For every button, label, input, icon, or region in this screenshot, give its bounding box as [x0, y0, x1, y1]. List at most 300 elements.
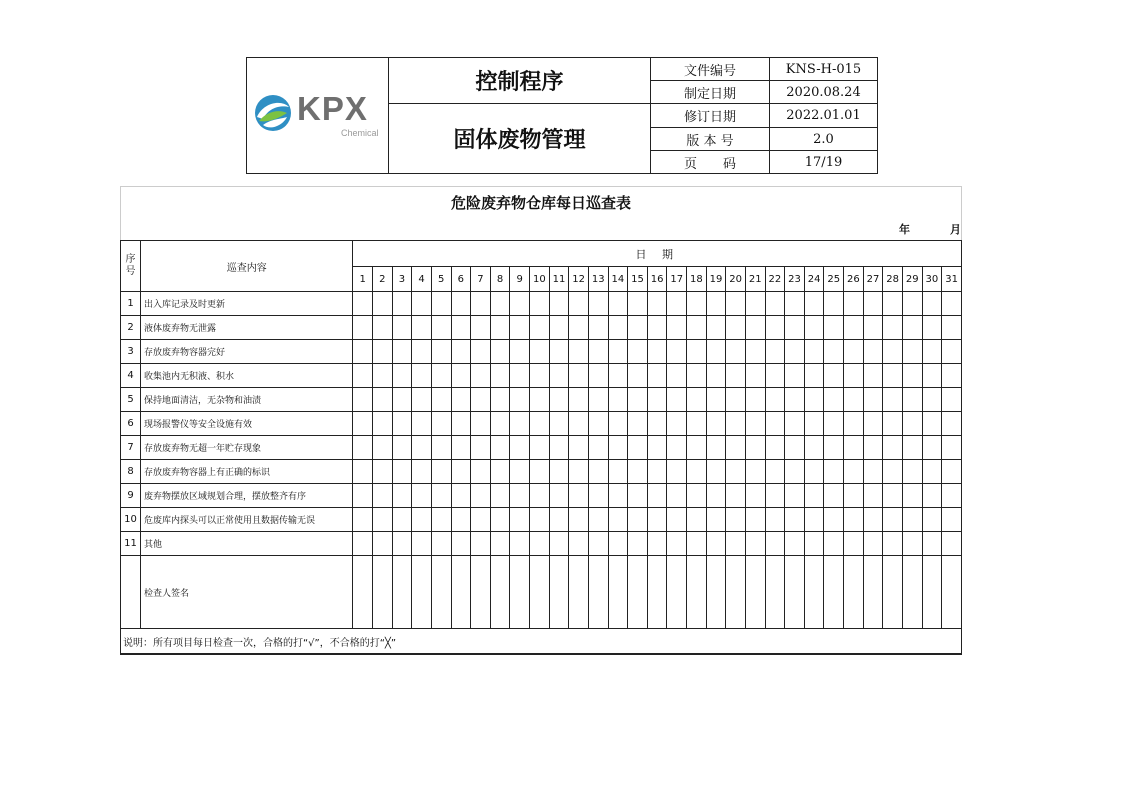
check-cell[interactable]: [863, 532, 883, 556]
check-cell[interactable]: [883, 460, 903, 484]
check-cell[interactable]: [628, 364, 648, 388]
check-cell[interactable]: [608, 388, 628, 412]
check-cell[interactable]: [431, 460, 451, 484]
check-cell[interactable]: [883, 484, 903, 508]
check-cell[interactable]: [902, 388, 922, 412]
check-cell[interactable]: [569, 364, 589, 388]
check-cell[interactable]: [647, 388, 667, 412]
check-cell[interactable]: [392, 340, 412, 364]
check-cell[interactable]: [922, 316, 942, 340]
check-cell[interactable]: [549, 412, 569, 436]
check-cell[interactable]: [824, 460, 844, 484]
check-cell[interactable]: [922, 460, 942, 484]
check-cell[interactable]: [490, 388, 510, 412]
check-cell[interactable]: [706, 484, 726, 508]
signature-cell[interactable]: [824, 556, 844, 629]
check-cell[interactable]: [667, 292, 687, 316]
check-cell[interactable]: [431, 340, 451, 364]
signature-cell[interactable]: [431, 556, 451, 629]
check-cell[interactable]: [902, 460, 922, 484]
check-cell[interactable]: [569, 436, 589, 460]
check-cell[interactable]: [510, 364, 530, 388]
check-cell[interactable]: [922, 508, 942, 532]
check-cell[interactable]: [647, 292, 667, 316]
check-cell[interactable]: [804, 292, 824, 316]
check-cell[interactable]: [588, 388, 608, 412]
check-cell[interactable]: [863, 340, 883, 364]
check-cell[interactable]: [745, 340, 765, 364]
check-cell[interactable]: [490, 484, 510, 508]
check-cell[interactable]: [687, 436, 707, 460]
signature-cell[interactable]: [530, 556, 550, 629]
check-cell[interactable]: [431, 316, 451, 340]
check-cell[interactable]: [667, 388, 687, 412]
signature-cell[interactable]: [471, 556, 491, 629]
check-cell[interactable]: [608, 412, 628, 436]
check-cell[interactable]: [588, 340, 608, 364]
check-cell[interactable]: [392, 532, 412, 556]
check-cell[interactable]: [530, 316, 550, 340]
check-cell[interactable]: [490, 436, 510, 460]
check-cell[interactable]: [824, 388, 844, 412]
check-cell[interactable]: [608, 364, 628, 388]
check-cell[interactable]: [863, 364, 883, 388]
check-cell[interactable]: [785, 340, 805, 364]
check-cell[interactable]: [687, 532, 707, 556]
check-cell[interactable]: [902, 484, 922, 508]
check-cell[interactable]: [392, 484, 412, 508]
signature-cell[interactable]: [785, 556, 805, 629]
check-cell[interactable]: [451, 340, 471, 364]
check-cell[interactable]: [687, 388, 707, 412]
check-cell[interactable]: [353, 436, 373, 460]
check-cell[interactable]: [510, 508, 530, 532]
check-cell[interactable]: [353, 460, 373, 484]
check-cell[interactable]: [883, 508, 903, 532]
signature-cell[interactable]: [608, 556, 628, 629]
check-cell[interactable]: [549, 460, 569, 484]
check-cell[interactable]: [373, 412, 393, 436]
check-cell[interactable]: [883, 436, 903, 460]
check-cell[interactable]: [588, 508, 608, 532]
check-cell[interactable]: [765, 460, 785, 484]
check-cell[interactable]: [706, 292, 726, 316]
signature-cell[interactable]: [588, 556, 608, 629]
check-cell[interactable]: [530, 508, 550, 532]
signature-cell[interactable]: [687, 556, 707, 629]
signature-cell[interactable]: [628, 556, 648, 629]
check-cell[interactable]: [667, 508, 687, 532]
check-cell[interactable]: [667, 436, 687, 460]
check-cell[interactable]: [824, 508, 844, 532]
check-cell[interactable]: [863, 460, 883, 484]
signature-cell[interactable]: [392, 556, 412, 629]
check-cell[interactable]: [353, 412, 373, 436]
signature-cell[interactable]: [451, 556, 471, 629]
check-cell[interactable]: [412, 484, 432, 508]
check-cell[interactable]: [628, 532, 648, 556]
check-cell[interactable]: [726, 532, 746, 556]
check-cell[interactable]: [510, 484, 530, 508]
check-cell[interactable]: [726, 292, 746, 316]
check-cell[interactable]: [569, 484, 589, 508]
check-cell[interactable]: [549, 484, 569, 508]
check-cell[interactable]: [922, 364, 942, 388]
check-cell[interactable]: [902, 316, 922, 340]
check-cell[interactable]: [451, 412, 471, 436]
check-cell[interactable]: [431, 484, 451, 508]
check-cell[interactable]: [785, 460, 805, 484]
signature-cell[interactable]: [765, 556, 785, 629]
check-cell[interactable]: [353, 316, 373, 340]
check-cell[interactable]: [431, 364, 451, 388]
check-cell[interactable]: [412, 340, 432, 364]
check-cell[interactable]: [745, 460, 765, 484]
check-cell[interactable]: [628, 484, 648, 508]
check-cell[interactable]: [530, 484, 550, 508]
check-cell[interactable]: [588, 364, 608, 388]
check-cell[interactable]: [804, 412, 824, 436]
check-cell[interactable]: [706, 316, 726, 340]
check-cell[interactable]: [667, 460, 687, 484]
check-cell[interactable]: [902, 412, 922, 436]
signature-cell[interactable]: [844, 556, 864, 629]
check-cell[interactable]: [726, 316, 746, 340]
check-cell[interactable]: [412, 508, 432, 532]
check-cell[interactable]: [647, 484, 667, 508]
check-cell[interactable]: [530, 340, 550, 364]
signature-cell[interactable]: [804, 556, 824, 629]
check-cell[interactable]: [667, 364, 687, 388]
check-cell[interactable]: [824, 532, 844, 556]
check-cell[interactable]: [510, 532, 530, 556]
check-cell[interactable]: [745, 292, 765, 316]
check-cell[interactable]: [353, 532, 373, 556]
check-cell[interactable]: [549, 436, 569, 460]
check-cell[interactable]: [530, 460, 550, 484]
check-cell[interactable]: [647, 412, 667, 436]
check-cell[interactable]: [942, 460, 962, 484]
check-cell[interactable]: [883, 292, 903, 316]
check-cell[interactable]: [431, 532, 451, 556]
check-cell[interactable]: [922, 532, 942, 556]
check-cell[interactable]: [392, 292, 412, 316]
check-cell[interactable]: [628, 388, 648, 412]
check-cell[interactable]: [373, 340, 393, 364]
check-cell[interactable]: [569, 388, 589, 412]
check-cell[interactable]: [844, 316, 864, 340]
check-cell[interactable]: [687, 508, 707, 532]
check-cell[interactable]: [471, 436, 491, 460]
check-cell[interactable]: [431, 436, 451, 460]
check-cell[interactable]: [431, 412, 451, 436]
check-cell[interactable]: [373, 508, 393, 532]
check-cell[interactable]: [530, 388, 550, 412]
signature-cell[interactable]: [667, 556, 687, 629]
check-cell[interactable]: [530, 292, 550, 316]
check-cell[interactable]: [902, 340, 922, 364]
check-cell[interactable]: [765, 340, 785, 364]
check-cell[interactable]: [647, 340, 667, 364]
check-cell[interactable]: [785, 388, 805, 412]
check-cell[interactable]: [706, 532, 726, 556]
check-cell[interactable]: [824, 364, 844, 388]
check-cell[interactable]: [726, 508, 746, 532]
check-cell[interactable]: [451, 460, 471, 484]
check-cell[interactable]: [608, 292, 628, 316]
check-cell[interactable]: [745, 364, 765, 388]
check-cell[interactable]: [687, 316, 707, 340]
check-cell[interactable]: [530, 364, 550, 388]
check-cell[interactable]: [844, 364, 864, 388]
check-cell[interactable]: [451, 364, 471, 388]
check-cell[interactable]: [942, 436, 962, 460]
check-cell[interactable]: [726, 364, 746, 388]
check-cell[interactable]: [373, 532, 393, 556]
check-cell[interactable]: [431, 292, 451, 316]
check-cell[interactable]: [844, 436, 864, 460]
check-cell[interactable]: [373, 436, 393, 460]
check-cell[interactable]: [608, 508, 628, 532]
check-cell[interactable]: [902, 508, 922, 532]
check-cell[interactable]: [824, 316, 844, 340]
check-cell[interactable]: [765, 388, 785, 412]
check-cell[interactable]: [922, 436, 942, 460]
check-cell[interactable]: [373, 388, 393, 412]
check-cell[interactable]: [883, 340, 903, 364]
check-cell[interactable]: [667, 412, 687, 436]
check-cell[interactable]: [844, 340, 864, 364]
check-cell[interactable]: [569, 532, 589, 556]
signature-cell[interactable]: [412, 556, 432, 629]
check-cell[interactable]: [844, 388, 864, 412]
check-cell[interactable]: [412, 532, 432, 556]
signature-cell[interactable]: [490, 556, 510, 629]
signature-cell[interactable]: [569, 556, 589, 629]
check-cell[interactable]: [667, 340, 687, 364]
check-cell[interactable]: [569, 460, 589, 484]
check-cell[interactable]: [844, 508, 864, 532]
check-cell[interactable]: [451, 508, 471, 532]
check-cell[interactable]: [667, 532, 687, 556]
check-cell[interactable]: [451, 316, 471, 340]
check-cell[interactable]: [549, 388, 569, 412]
check-cell[interactable]: [804, 388, 824, 412]
check-cell[interactable]: [392, 436, 412, 460]
check-cell[interactable]: [706, 508, 726, 532]
check-cell[interactable]: [706, 412, 726, 436]
check-cell[interactable]: [608, 436, 628, 460]
check-cell[interactable]: [647, 532, 667, 556]
check-cell[interactable]: [628, 316, 648, 340]
check-cell[interactable]: [902, 364, 922, 388]
check-cell[interactable]: [471, 364, 491, 388]
check-cell[interactable]: [628, 412, 648, 436]
check-cell[interactable]: [804, 364, 824, 388]
check-cell[interactable]: [353, 484, 373, 508]
check-cell[interactable]: [902, 532, 922, 556]
check-cell[interactable]: [785, 508, 805, 532]
check-cell[interactable]: [353, 292, 373, 316]
check-cell[interactable]: [451, 388, 471, 412]
check-cell[interactable]: [804, 484, 824, 508]
check-cell[interactable]: [804, 460, 824, 484]
check-cell[interactable]: [510, 460, 530, 484]
check-cell[interactable]: [490, 508, 510, 532]
check-cell[interactable]: [785, 316, 805, 340]
check-cell[interactable]: [785, 364, 805, 388]
check-cell[interactable]: [765, 292, 785, 316]
check-cell[interactable]: [824, 484, 844, 508]
check-cell[interactable]: [412, 388, 432, 412]
check-cell[interactable]: [745, 412, 765, 436]
check-cell[interactable]: [922, 412, 942, 436]
check-cell[interactable]: [471, 412, 491, 436]
check-cell[interactable]: [687, 460, 707, 484]
check-cell[interactable]: [530, 436, 550, 460]
check-cell[interactable]: [490, 364, 510, 388]
check-cell[interactable]: [628, 340, 648, 364]
signature-cell[interactable]: [942, 556, 962, 629]
check-cell[interactable]: [451, 436, 471, 460]
check-cell[interactable]: [863, 292, 883, 316]
check-cell[interactable]: [726, 412, 746, 436]
signature-cell[interactable]: [706, 556, 726, 629]
check-cell[interactable]: [549, 340, 569, 364]
check-cell[interactable]: [412, 412, 432, 436]
check-cell[interactable]: [687, 412, 707, 436]
check-cell[interactable]: [588, 412, 608, 436]
check-cell[interactable]: [745, 388, 765, 412]
check-cell[interactable]: [942, 532, 962, 556]
check-cell[interactable]: [471, 292, 491, 316]
check-cell[interactable]: [863, 388, 883, 412]
check-cell[interactable]: [785, 436, 805, 460]
check-cell[interactable]: [745, 316, 765, 340]
check-cell[interactable]: [883, 364, 903, 388]
check-cell[interactable]: [628, 292, 648, 316]
check-cell[interactable]: [902, 292, 922, 316]
check-cell[interactable]: [471, 340, 491, 364]
check-cell[interactable]: [353, 508, 373, 532]
check-cell[interactable]: [863, 436, 883, 460]
check-cell[interactable]: [804, 532, 824, 556]
check-cell[interactable]: [549, 316, 569, 340]
check-cell[interactable]: [451, 484, 471, 508]
check-cell[interactable]: [549, 364, 569, 388]
check-cell[interactable]: [942, 484, 962, 508]
check-cell[interactable]: [471, 316, 491, 340]
check-cell[interactable]: [726, 436, 746, 460]
check-cell[interactable]: [745, 484, 765, 508]
check-cell[interactable]: [510, 292, 530, 316]
check-cell[interactable]: [490, 316, 510, 340]
check-cell[interactable]: [804, 508, 824, 532]
check-cell[interactable]: [824, 340, 844, 364]
check-cell[interactable]: [471, 460, 491, 484]
check-cell[interactable]: [647, 316, 667, 340]
check-cell[interactable]: [726, 340, 746, 364]
check-cell[interactable]: [373, 484, 393, 508]
check-cell[interactable]: [510, 412, 530, 436]
check-cell[interactable]: [353, 364, 373, 388]
check-cell[interactable]: [765, 316, 785, 340]
check-cell[interactable]: [569, 316, 589, 340]
check-cell[interactable]: [373, 364, 393, 388]
check-cell[interactable]: [785, 412, 805, 436]
check-cell[interactable]: [510, 316, 530, 340]
check-cell[interactable]: [804, 436, 824, 460]
check-cell[interactable]: [922, 388, 942, 412]
check-cell[interactable]: [942, 508, 962, 532]
check-cell[interactable]: [588, 436, 608, 460]
check-cell[interactable]: [510, 436, 530, 460]
check-cell[interactable]: [667, 316, 687, 340]
check-cell[interactable]: [765, 412, 785, 436]
check-cell[interactable]: [431, 508, 451, 532]
check-cell[interactable]: [922, 292, 942, 316]
check-cell[interactable]: [392, 508, 412, 532]
signature-cell[interactable]: [510, 556, 530, 629]
check-cell[interactable]: [726, 460, 746, 484]
check-cell[interactable]: [490, 532, 510, 556]
check-cell[interactable]: [569, 340, 589, 364]
check-cell[interactable]: [490, 412, 510, 436]
check-cell[interactable]: [687, 292, 707, 316]
check-cell[interactable]: [628, 460, 648, 484]
signature-cell[interactable]: [883, 556, 903, 629]
check-cell[interactable]: [471, 508, 491, 532]
check-cell[interactable]: [765, 436, 785, 460]
check-cell[interactable]: [863, 484, 883, 508]
check-cell[interactable]: [883, 316, 903, 340]
check-cell[interactable]: [608, 532, 628, 556]
check-cell[interactable]: [706, 436, 726, 460]
check-cell[interactable]: [844, 532, 864, 556]
check-cell[interactable]: [765, 532, 785, 556]
check-cell[interactable]: [549, 508, 569, 532]
check-cell[interactable]: [412, 316, 432, 340]
check-cell[interactable]: [431, 388, 451, 412]
check-cell[interactable]: [392, 388, 412, 412]
check-cell[interactable]: [471, 388, 491, 412]
check-cell[interactable]: [922, 484, 942, 508]
check-cell[interactable]: [608, 460, 628, 484]
check-cell[interactable]: [608, 340, 628, 364]
check-cell[interactable]: [392, 412, 412, 436]
check-cell[interactable]: [844, 292, 864, 316]
check-cell[interactable]: [883, 412, 903, 436]
signature-cell[interactable]: [549, 556, 569, 629]
check-cell[interactable]: [490, 340, 510, 364]
check-cell[interactable]: [745, 532, 765, 556]
check-cell[interactable]: [451, 292, 471, 316]
check-cell[interactable]: [706, 388, 726, 412]
check-cell[interactable]: [942, 412, 962, 436]
check-cell[interactable]: [687, 484, 707, 508]
signature-cell[interactable]: [922, 556, 942, 629]
check-cell[interactable]: [824, 412, 844, 436]
check-cell[interactable]: [726, 388, 746, 412]
check-cell[interactable]: [412, 460, 432, 484]
signature-cell[interactable]: [902, 556, 922, 629]
check-cell[interactable]: [628, 508, 648, 532]
check-cell[interactable]: [745, 436, 765, 460]
check-cell[interactable]: [687, 340, 707, 364]
check-cell[interactable]: [412, 364, 432, 388]
check-cell[interactable]: [530, 412, 550, 436]
check-cell[interactable]: [883, 388, 903, 412]
